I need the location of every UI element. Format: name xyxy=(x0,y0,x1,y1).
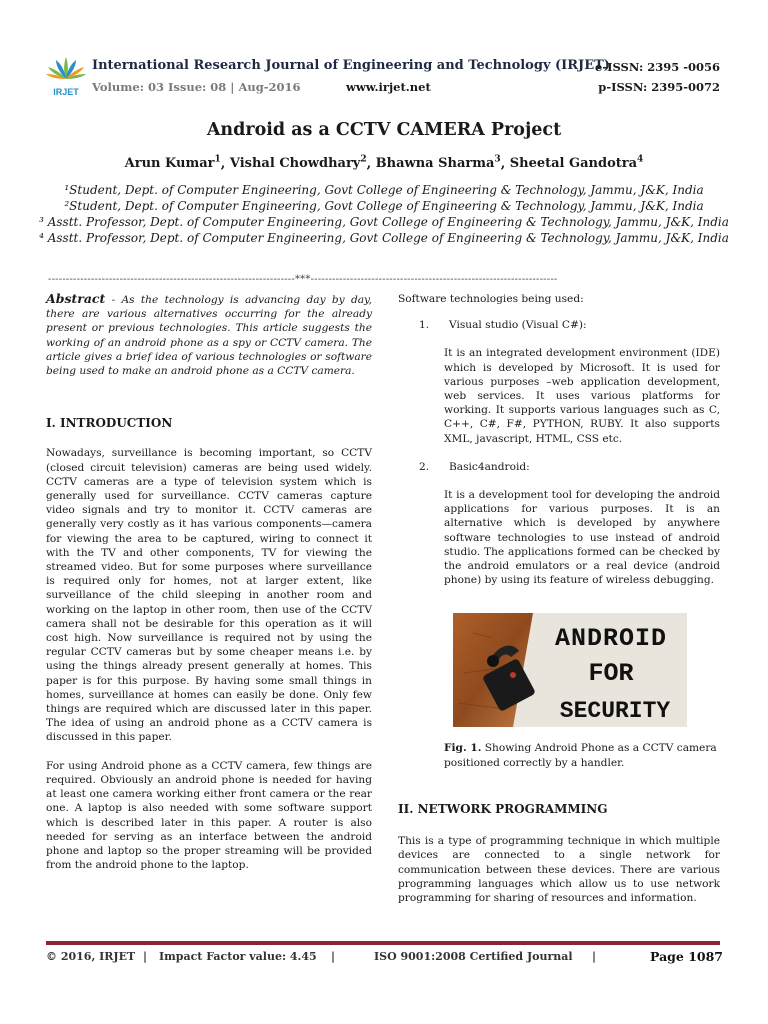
figure-text: FOR xyxy=(588,659,634,688)
caption-label: Fig. 1. xyxy=(444,742,482,754)
page-number: Page 1087 xyxy=(650,949,723,964)
logo-text: IRJET xyxy=(53,87,79,97)
list-item xyxy=(398,318,720,332)
list-title: Visual studio (Visual C#): xyxy=(449,319,587,332)
network-paragraph: This is a type of programming technique in which multiple devices are connected to a single network for communication between these devices. There are various programming languages which allow us to use network programming for sharing of resources and information. xyxy=(398,835,720,905)
author-affiliation-number: 3 xyxy=(494,155,501,165)
network-section xyxy=(398,802,720,905)
figure-image xyxy=(453,613,687,727)
figure-text: SECURITY xyxy=(559,698,671,724)
author-name: Arun Kumar$^1$ xyxy=(124,155,221,172)
figure-android-security xyxy=(453,613,687,727)
paper-title: Android as a CCTV CAMERA Project xyxy=(206,120,562,140)
affiliation: ⁴ Asstt. Professor, Dept. of Computer Engineering, Govt College of Engineering & Technology, Jammu, J&K, India xyxy=(39,231,729,245)
affiliation: ¹Student, Dept. of Computer Engineering, Govt College of Engineering & Technology, Jammu, J&K, India xyxy=(64,183,704,197)
author-affiliation-number: 1 xyxy=(214,155,221,165)
section-heading-introduction: I. INTRODUCTION xyxy=(46,416,173,431)
section-divider: ---------------------------------------------------------------------***--------------------------------------------------------------------- xyxy=(48,274,558,285)
footer-separator: | xyxy=(592,950,597,963)
author-name: Vishal Chowdhary$^2$ xyxy=(229,155,367,172)
e-issn: e-ISSN: 2395 -0056 xyxy=(595,60,720,74)
footer-copyright: © 2016, IRJET xyxy=(46,950,136,963)
journal-header xyxy=(40,50,730,100)
list-number: 1. xyxy=(419,319,430,332)
figure-caption xyxy=(444,741,720,771)
author-affiliation-number: 4 xyxy=(637,155,644,165)
affiliation: ³ Asstt. Professor, Dept. of Computer Engineering, Govt College of Engineering & Technology, Jammu, J&K, India xyxy=(39,215,729,229)
list-title: Basic4android: xyxy=(449,460,530,473)
software-intro: Software technologies being used: xyxy=(398,293,584,305)
figure-text: ANDROID xyxy=(554,624,668,653)
author-list: Arun Kumar$^1$, Vishal Chowdhary$^2$, Bhawna Sharma$^3$, Sheetal Gandotra$^4$ xyxy=(124,155,644,172)
affiliation: ²Student, Dept. of Computer Engineering, Govt College of Engineering & Technology, Jammu, J&K, India xyxy=(64,199,704,213)
section-heading-network: II. NETWORK PROGRAMMING xyxy=(398,802,608,816)
footer-rule xyxy=(46,941,720,945)
list-item-text: It is an integrated development environment (IDE) which is developed by Microsoft. It is used for various purposes –web application development, web services. It uses various platforms for working. It supports various languages such as C, C++, C#, F#, PYTHON, RUBY. It also supports XML, javascript, HTML, CSS etc. xyxy=(444,347,720,445)
footer-separator: | xyxy=(143,950,148,963)
affiliation-list xyxy=(0,182,768,246)
intro-paragraph: For using Android phone as a CCTV camera, few things are required. Obviously an android phone is needed for having at least one camera working either front camera or the rear one. A laptop is also needed with some software support which is described later in this paper. A router is also needed for serving as an interface between the android phone and laptop so the proper streaming will be provided from the android phone to the laptop. xyxy=(46,759,372,872)
journal-title: International Research Journal of Engineering and Technology (IRJET) xyxy=(92,58,610,73)
author-affiliation-number: 2 xyxy=(360,155,367,165)
abstract-text: - As the technology is advancing day by day, there are various alternatives occurring for the already present or previous technologies. This article suggests the working of an android phone as a spy or CCTV camera. The article gives a brief idea of various technologies or software being used to make an android phone as a CCTV camera. xyxy=(46,294,372,378)
left-column xyxy=(46,292,372,872)
p-issn: p-ISSN: 2395-0072 xyxy=(598,80,720,94)
list-number: 2. xyxy=(419,460,430,473)
journal-website-link[interactable]: www.irjet.net xyxy=(346,80,431,94)
list-item-text: It is a development tool for developing the android applications for various purposes. It is an alternative which is developed by anywhere software technologies to use instead of android studio. The applications formed can be checked by the android emulators or a real device (android phone) by using its feature of wireless debugging. xyxy=(444,489,720,587)
caption-text: Showing Android Phone as a CCTV camera positioned correctly by a handler. xyxy=(444,742,717,769)
author-name: Sheetal Gandotra$^4$ xyxy=(509,155,644,172)
author-name: Bhawna Sharma$^3$ xyxy=(375,155,501,172)
footer-iso: ISO 9001:2008 Certified Journal xyxy=(374,950,573,963)
right-column xyxy=(398,292,720,587)
abstract-label: Abstract xyxy=(46,291,106,306)
abstract xyxy=(46,292,372,378)
volume-issue: Volume: 03 Issue: 08 | Aug-2016 xyxy=(92,80,301,94)
footer-impact-factor: Impact Factor value: 4.45 xyxy=(159,950,317,963)
list-item xyxy=(398,460,720,474)
footer-separator: | xyxy=(331,950,336,963)
intro-paragraph: Nowadays, surveillance is becoming important, so CCTV (closed circuit television) cameras are being used widely. CCTV cameras are a type of television system which is generally used for surveillance. CCTV cameras capture video signals and try to monitor it. CCTV cameras are generally very costly as it has various components—camera for viewing the area to be captured, wiring to connect it with the TV and other components, TV for viewing the streamed video. But for some purposes where surveillance is required only for homes, not at larger extent, like surveillance of the child sleeping in another room and working on the laptop in other room, then use of the CCTV camera shall not be desirable for this operation as it will cost high. Now surveillance is required not by using the regular CCTV cameras but by some cheaper means i.e. by using the things already present generally at homes. This paper is for this purpose. By having some small things in homes, surveillance at homes can easily be done. Only few things are required which are discussed later in this paper. The idea of using an android phone as a CCTV camera is discussed in this paper. xyxy=(46,447,372,744)
irjet-logo xyxy=(44,52,88,98)
